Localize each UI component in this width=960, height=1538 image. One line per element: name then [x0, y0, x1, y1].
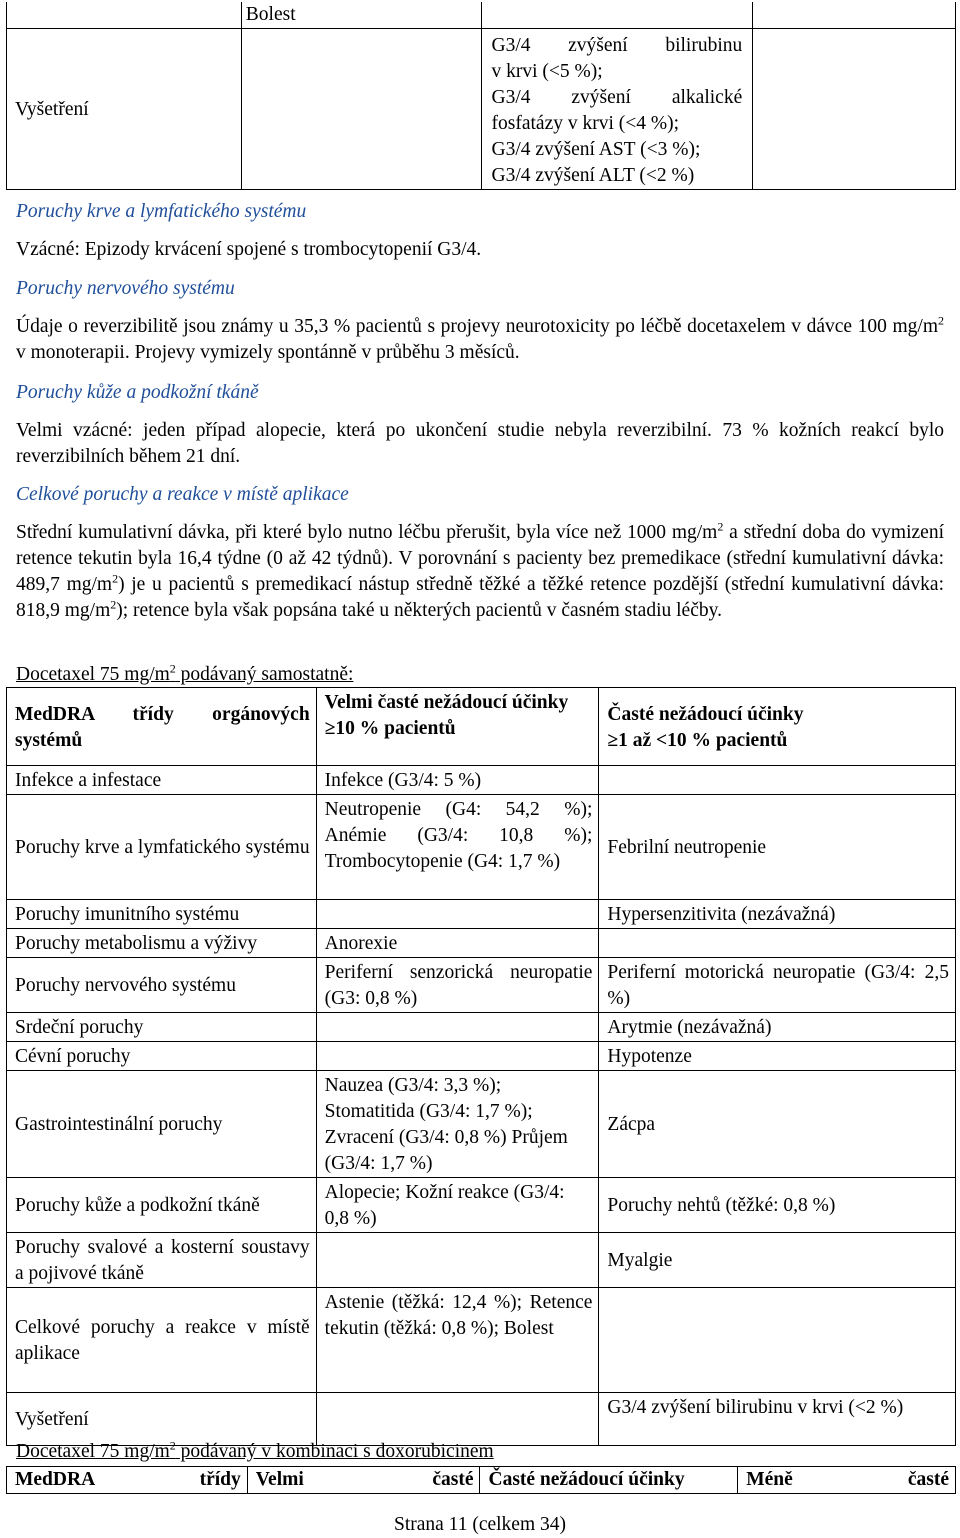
table1-caption: Docetaxel 75 $mg/m^2$ podávaný samostatně: — [16, 661, 354, 685]
top-cell-vysetreni: Vyšetření — [7, 29, 242, 190]
row-soc: Cévní poruchy — [7, 1042, 317, 1071]
top-cell-empty-4 — [241, 29, 481, 190]
row-soc: Poruchy metabolismu a výživy — [7, 929, 317, 958]
page-footer: Strana 11 (celkem 34) — [393, 1514, 566, 1535]
row-very-common — [316, 1393, 599, 1446]
row-soc: Celkové poruchy a reakce v místě aplikace — [7, 1288, 317, 1393]
top-cell-lab-values — [481, 29, 753, 190]
row-soc: Srdeční poruchy — [7, 1013, 317, 1042]
row-common: Periferní motorická neuropatie (G3/4: 2,5 %) — [599, 958, 956, 1013]
row-common: G3/4 zvýšení bilirubinu v krvi (<2 %) — [599, 1393, 956, 1446]
header-very-common: Velmi časté nežádoucí účinky ≥10 % pacientů — [316, 688, 599, 766]
row-very-common — [316, 1233, 599, 1288]
row-common — [599, 766, 956, 795]
lab-line-6: G3/4 zvýšení ALT (<2 %) — [491, 165, 695, 186]
row-soc: Poruchy imunitního systému — [7, 900, 317, 929]
top-cell-empty-5 — [753, 29, 956, 190]
table-row — [7, 766, 956, 795]
section-heading-blood: Poruchy krve a lymfatického systému — [16, 201, 307, 222]
row-common: Zácpa — [599, 1071, 956, 1178]
table-row — [7, 1071, 956, 1178]
row-soc: Gastrointestinální poruchy — [7, 1071, 317, 1178]
top-cell-bolest: Bolest — [241, 2, 481, 29]
top-cell-empty-2 — [481, 2, 753, 29]
t2-header-common: Časté nežádoucí účinky — [480, 1467, 738, 1494]
t2-header-meddra: MedDRA třídy — [7, 1467, 248, 1494]
header-common: Časté nežádoucí účinky ≥1 až <10 % pacientů — [599, 688, 956, 766]
header-meddra: MedDRA třídy orgánových systémů — [7, 688, 317, 766]
table-row — [7, 795, 956, 900]
row-very-common — [316, 1013, 599, 1042]
table-row — [7, 1393, 956, 1446]
row-very-common: Anorexie — [316, 929, 599, 958]
row-very-common: Infekce (G3/4: 5 %) — [316, 766, 599, 795]
section-text-skin: Velmi vzácné: jeden případ alopecie, která po ukončení studie nebyla reverzibilní. 73 % kožních reakcí bylo reverzibilních během 21 dní. — [16, 420, 944, 467]
row-very-common: Alopecie; Kožní reakce (G3/4: 0,8 %) — [316, 1178, 599, 1233]
table-row — [7, 900, 956, 929]
row-common: Hypotenze — [599, 1042, 956, 1071]
top-cell-empty-1 — [7, 2, 242, 29]
row-soc: Poruchy kůže a podkožní tkáně — [7, 1178, 317, 1233]
row-very-common: Neutropenie (G4: 54,2 %); Anémie (G3/4: 10,8 %); Trombocytopenie (G4: 1,7 %) — [316, 795, 599, 900]
section-heading-nervous: Poruchy nervového systému — [16, 278, 235, 299]
table-row — [7, 1042, 956, 1071]
lab-line-3: G3/4 zvýšení alkalické — [491, 87, 743, 108]
lab-line-2: v krvi (<5 %); — [491, 61, 603, 82]
section-heading-general: Celkové poruchy a reakce v místě aplikace — [16, 484, 349, 505]
table1-header-row — [7, 688, 956, 766]
table-row — [7, 929, 956, 958]
row-very-common: Astenie (těžká: 12,4 %); Retence tekutin (těžká: 0,8 %); Bolest — [316, 1288, 599, 1393]
lab-line-5: G3/4 zvýšení AST (<3 %); — [491, 139, 701, 160]
table2-caption: Docetaxel 75 $mg/m^2$ podávaný v kombinaci s doxorubicinem — [16, 1438, 494, 1462]
table-row — [7, 1013, 956, 1042]
row-common — [599, 929, 956, 958]
t2-header-very-common: Velmi časté — [247, 1467, 480, 1494]
row-soc: Infekce a infestace — [7, 766, 317, 795]
row-common — [599, 1288, 956, 1393]
row-common: Febrilní neutropenie — [599, 795, 956, 900]
row-common: Arytmie (nezávažná) — [599, 1013, 956, 1042]
adverse-effects-table — [6, 687, 956, 1446]
section-text-nervous: Údaje o reverzibilitě jsou známy u 35,3 % pacientů s projevy neurotoxicity po léčbě docetaxelem v dávce 100 $mg/m^2$ v monoterapii. Projevy vymizely spontánně v průběhu 3 měsíců. — [16, 313, 944, 363]
table-row — [7, 958, 956, 1013]
row-soc: Poruchy krve a lymfatického systému — [7, 795, 317, 900]
section-heading-skin: Poruchy kůže a podkožní tkáně — [16, 382, 259, 403]
t2-header-uncommon: Méně časté — [738, 1467, 956, 1494]
row-very-common — [316, 900, 599, 929]
lab-line-4: fosfatázy v krvi (<4 %); — [491, 113, 680, 134]
row-common: Poruchy nehtů (těžké: 0,8 %) — [599, 1178, 956, 1233]
row-soc: Poruchy svalové a kosterní soustavy a pojivové tkáně — [7, 1233, 317, 1288]
section-text-blood: Vzácné: Epizody krvácení spojené s trombocytopenií G3/4. — [16, 239, 482, 260]
row-common: Myalgie — [599, 1233, 956, 1288]
section-text-general: Střední kumulativní dávka, při které bylo nutno léčbu přerušit, byla více než 1000 $mg/m^2$ a střední doba do vymizení retence tekutin byla 16,4 týdne (0 až 42 týdnů). V porovnání s pacienty bez premedikace (střední kumulativní dávka: 489,7 $mg/m^2$) je u pacientů s premedikací nástup středně těžké a těžké retence pozdější (střední kumulativní dávka: 818,9 $mg/m^2$); retence byla však popsána také u některých pacientů v časném stadiu léčby. — [16, 519, 944, 621]
table-row — [7, 1233, 956, 1288]
combination-table — [6, 1466, 956, 1494]
top-continuation-table — [6, 2, 956, 190]
row-very-common: Nauzea (G3/4: 3,3 %); Stomatitida (G3/4: 1,7 %); Zvracení (G3/4: 0,8 %) Průjem (G3/4: 1,7 %) — [316, 1071, 599, 1178]
row-very-common: Periferní senzorická neuropatie (G3: 0,8 %) — [316, 958, 599, 1013]
table-row — [7, 1178, 956, 1233]
row-very-common — [316, 1042, 599, 1071]
lab-line-1: G3/4 zvýšení bilirubinu — [491, 35, 743, 56]
table-row — [7, 1288, 956, 1393]
row-soc: Vyšetření — [7, 1393, 317, 1446]
top-cell-empty-3 — [753, 2, 956, 29]
row-common: Hypersenzitivita (nezávažná) — [599, 900, 956, 929]
row-soc: Poruchy nervového systému — [7, 958, 317, 1013]
